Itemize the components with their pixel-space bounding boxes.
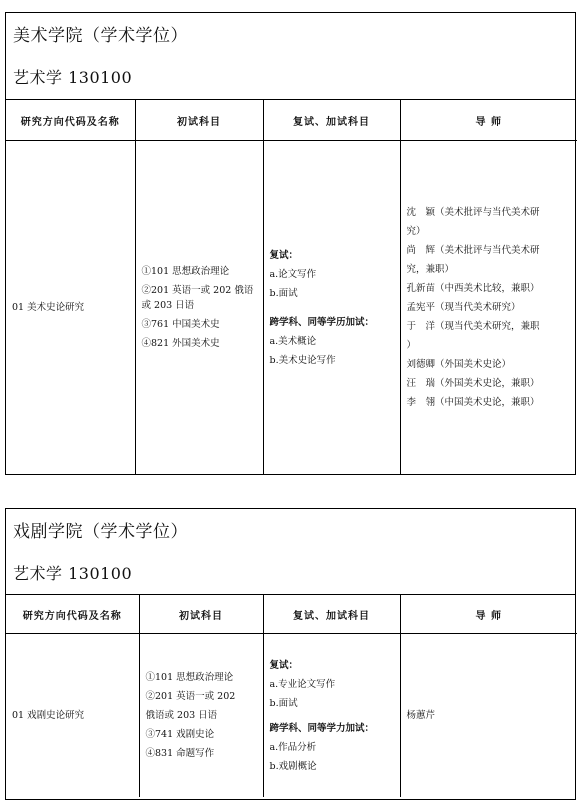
major-title: 艺术学 130100 xyxy=(13,68,133,87)
extra-item: b.戏剧概论 xyxy=(269,760,317,772)
exam-cell xyxy=(135,141,263,475)
extra-heading: 跨学科、同等学历加试： xyxy=(269,316,375,328)
exam-item: ②201 英语一或 202 xyxy=(145,691,236,702)
supervisor-line: ） xyxy=(406,340,417,351)
exam-item: 俄语或 203 日语 xyxy=(145,710,218,721)
exam-item: ①101 思想政治理论 xyxy=(145,672,234,683)
extra-item: b.美术史论写作 xyxy=(269,354,336,366)
retest-cell xyxy=(263,141,400,475)
header-supervisor: 导 师 xyxy=(400,100,577,141)
college-title: 戏剧学院（学术学位） xyxy=(13,522,188,542)
extra-item: a.作品分析 xyxy=(269,741,317,753)
direction-cell xyxy=(6,634,139,798)
supervisor-line: 杨蕙芹 xyxy=(406,710,436,721)
supervisor-line: 李 翎（中国美术史论，兼职） xyxy=(406,397,540,408)
retest-item: a.专业论文写作 xyxy=(269,678,336,690)
exam-item: ④821 外国美术史 xyxy=(141,338,220,349)
retest-item: a.论文写作 xyxy=(269,268,317,280)
header-direction: 研究方向代码及名称 xyxy=(6,595,139,634)
program-block-drama xyxy=(5,508,576,800)
supervisor-line: 孟宪平（现当代美术研究） xyxy=(406,302,521,313)
program-table xyxy=(6,595,577,797)
supervisor-line: 于 洋（现当代美术研究，兼职 xyxy=(406,321,540,332)
extra-heading: 跨学科、同等学力加试： xyxy=(269,722,375,734)
exam-list xyxy=(142,262,263,353)
header-direction: 研究方向代码及名称 xyxy=(6,100,135,141)
exam-cell xyxy=(139,634,263,798)
supervisor-cell xyxy=(400,634,577,798)
table-row xyxy=(6,141,577,475)
exam-item: ④831 命题写作 xyxy=(145,748,215,759)
direction-cell xyxy=(6,141,135,475)
extra-item: a.美术概论 xyxy=(269,335,317,347)
supervisor-line: 刘德卿（外国美术史论） xyxy=(406,359,512,370)
exam-item: ①101 思想政治理论 xyxy=(141,266,230,277)
header-supervisor: 导 师 xyxy=(400,595,577,634)
retest-heading: 复试： xyxy=(269,249,299,261)
supervisor-line: 沈 颖（美术批评与当代美术研 xyxy=(406,207,540,218)
header-retest: 复试、加试科目 xyxy=(263,595,400,634)
retest-cell xyxy=(263,634,400,798)
direction-name: 01 美术史论研究 xyxy=(12,302,85,313)
retest-item: b.面试 xyxy=(269,287,298,299)
supervisor-line: 孔新苗（中西美术比较，兼职） xyxy=(406,283,540,294)
header-retest: 复试、加试科目 xyxy=(263,100,400,141)
program-header xyxy=(6,509,575,595)
college-title: 美术学院（学术学位） xyxy=(13,26,188,46)
exam-item: ③741 戏剧史论 xyxy=(145,729,215,740)
supervisor-line: 尚 辉（美术批评与当代美术研 xyxy=(406,245,540,256)
header-exam: 初试科目 xyxy=(139,595,263,634)
program-header xyxy=(6,13,575,100)
table-row xyxy=(6,634,577,798)
supervisor-line: 究，兼职） xyxy=(406,264,455,275)
supervisor-cell xyxy=(400,141,577,475)
program-table xyxy=(6,100,577,474)
exam-item: ②201 英语一或 202 俄语或 203 日语 xyxy=(141,285,254,311)
direction-name: 01 戏剧史论研究 xyxy=(12,710,85,721)
supervisor-line: 究） xyxy=(406,226,426,237)
program-block-fine-arts xyxy=(5,12,576,475)
retest-item: b.面试 xyxy=(269,697,298,709)
exam-item: ③761 中国美术史 xyxy=(141,319,220,330)
header-exam: 初试科目 xyxy=(135,100,263,141)
major-title: 艺术学 130100 xyxy=(13,564,133,583)
retest-heading: 复试： xyxy=(269,659,299,671)
supervisor-line: 汪 瑞（外国美术史论，兼职） xyxy=(406,378,540,389)
